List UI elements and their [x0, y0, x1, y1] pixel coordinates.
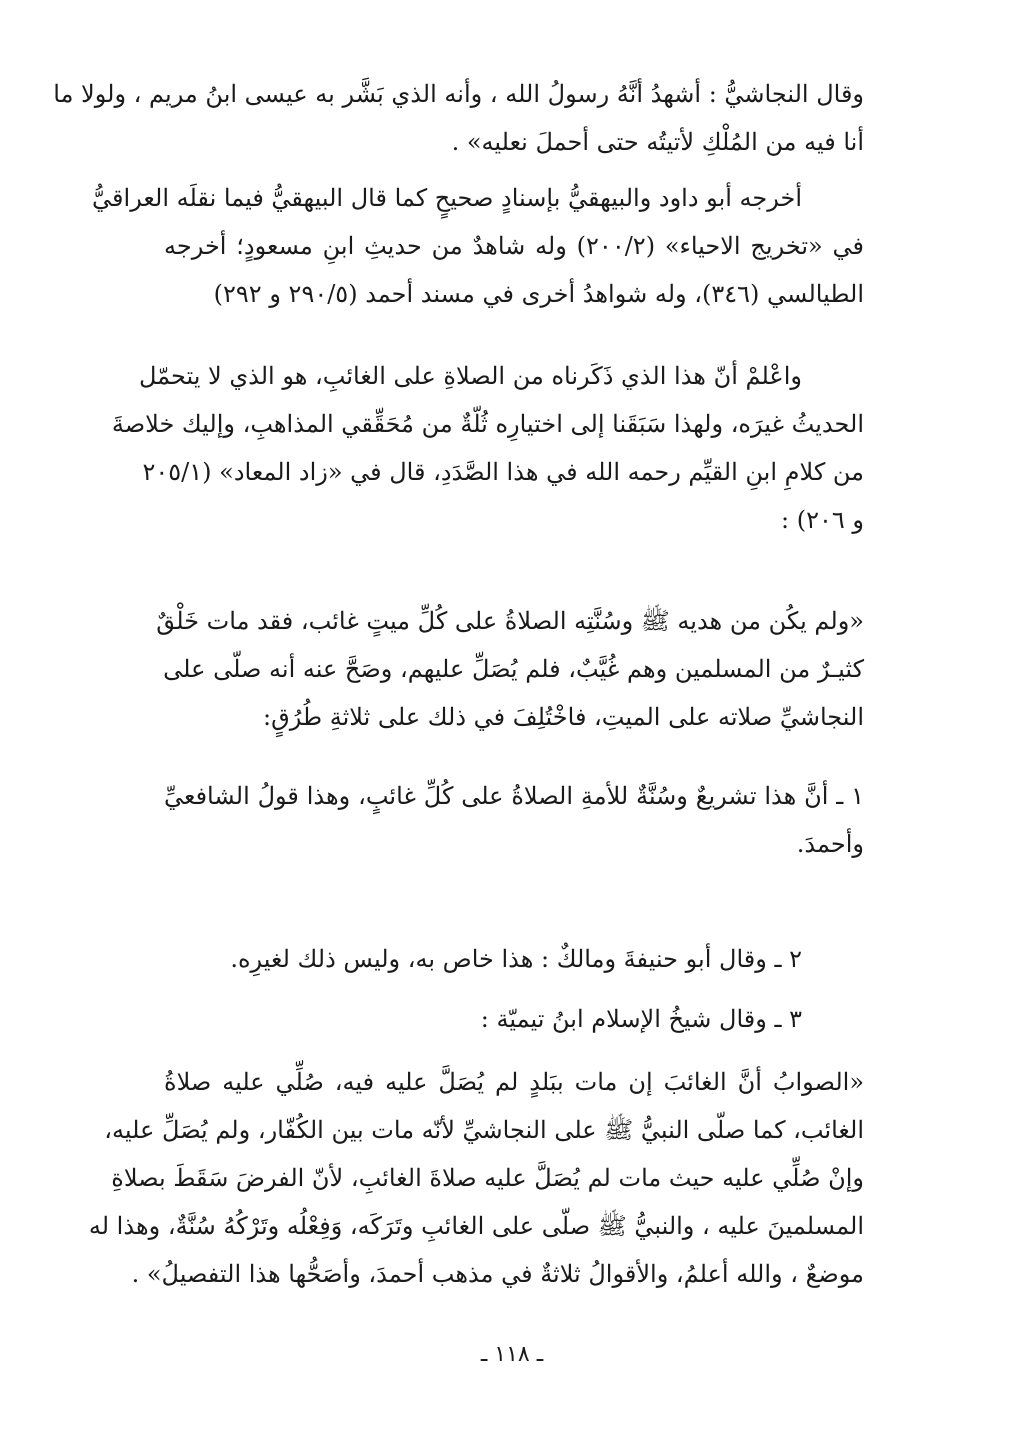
text-line: الحديثُ غيرَه، ولهذا سَبَقَنا إلى اختيارِه ثُلّةٌ من مُحَقِّقي المذاهبِ، وإليك خلاصةَ	[111, 410, 864, 438]
text-line: و ٢٠٦) :	[781, 506, 864, 534]
text-line: ٢ ـ وقال أبو حنيفةَ ومالكٌ : هذا خاص به، وليس ذلك لغيرِه.	[230, 945, 802, 973]
text-line: وقال النجاشيُّ : أشهدُ أنَّهُ رسولُ الله ، وأنه الذي بَشَّر به عيسى ابنُ مريم ، ولولا ما	[53, 80, 864, 108]
paragraph-hadith-source	[92, 174, 864, 318]
list-item-third-view	[164, 995, 864, 1043]
text-line: واعْلمْ أنّ هذا الذي ذَكَرناه من الصلاةِ على الغائبِ، هو الذي لا يتحمّل	[138, 362, 802, 390]
text-line: وإنْ صُلِّي عليه حيث مات لم يُصَلَّ عليه صلاةَ الغائبِ، لأنّ الفرضَ سَقَطَ بصلاةِ	[111, 1164, 864, 1192]
text-line: من كلامِ ابنِ القيِّم رحمه الله في هذا الصَّدَدِ، قال في «زاد المعاد» (٢٠٥/١	[142, 458, 864, 486]
paragraph-scholars-view	[111, 352, 864, 544]
text-line: أنا فيه من المُلْكِ لأتيتُه حتى أحملَ نعليه» .	[451, 128, 864, 156]
list-item-first-view	[164, 772, 864, 868]
text-line: الطيالسي (٣٤٦)، وله شواهدُ أخرى في مسند أحمد (٢٩٠/٥ و ٢٩٢)	[213, 280, 864, 308]
text-line: موضعٌ ، والله أعلمُ، والأقوالُ ثلاثةٌ في مذهب أحمدَ، وأصَحُّها هذا التفصيلُ» .	[131, 1260, 864, 1288]
text-line: المسلمينَ عليه ، والنبيُّ ﷺ صلّى على الغائبِ وتَرَكَه، وَفِعْلُه وتَرْكُهُ سُنَّةٌ، وهذا له	[88, 1212, 864, 1240]
list-item-second-view	[164, 935, 864, 983]
text-line: الغائب، كما صلّى النبيُّ ﷺ على النجاشيِّ لأنّه مات بين الكُفّار، ولم يُصَلِّ عليه،	[104, 1116, 864, 1144]
page-number: ـ ١١٨ ـ	[480, 1342, 544, 1367]
text-line: «ولم يكُن من هديه ﷺ وسُنَّتِه الصلاةُ على كُلِّ ميتٍ غائب، فقد مات خَلْقٌ	[156, 607, 864, 635]
text-line: وأحمدَ.	[796, 830, 864, 858]
text-line: كثيـرٌ من المسلمين وهم غُيَّبٌ، فلم يُصَلِّ عليهم، وصَحَّ عنه أنه صلّى على	[163, 655, 864, 683]
text-line: أخرجه أبو داود والبيهقيُّ بإسنادٍ صحيحٍ كما قال البيهقيُّ فيما نقلَه العراقيُّ	[92, 184, 802, 212]
text-line: النجاشيِّ صلاته على الميتِ، فاخْتُلِفَ في ذلك على ثلاثةِ طُرُقٍ:	[263, 703, 864, 731]
paragraph-ibn-qayyim-quote	[156, 597, 864, 741]
paragraph-najashi-testimony	[53, 70, 864, 166]
text-line: ٣ ـ وقال شيخُ الإسلام ابنُ تيميّة :	[480, 1005, 802, 1033]
text-line: «الصوابُ أنَّ الغائبَ إن مات ببَلدٍ لم يُصَلَّ عليه فيه، صُلِّي عليه صلاةُ	[164, 1068, 864, 1096]
paragraph-ibn-taymiyyah-quote	[88, 1058, 864, 1298]
text-line: في «تخريج الاحياء» (٢٠٠/٢) وله شاهدٌ من حديثِ ابنِ مسعودٍ؛ أخرجه	[164, 232, 864, 260]
text-line: ١ ـ أنَّ هذا تشريعٌ وسُنَّةٌ للأمةِ الصلاةُ على كُلِّ غائبٍ، وهذا قولُ الشافعيِّ	[164, 782, 864, 810]
